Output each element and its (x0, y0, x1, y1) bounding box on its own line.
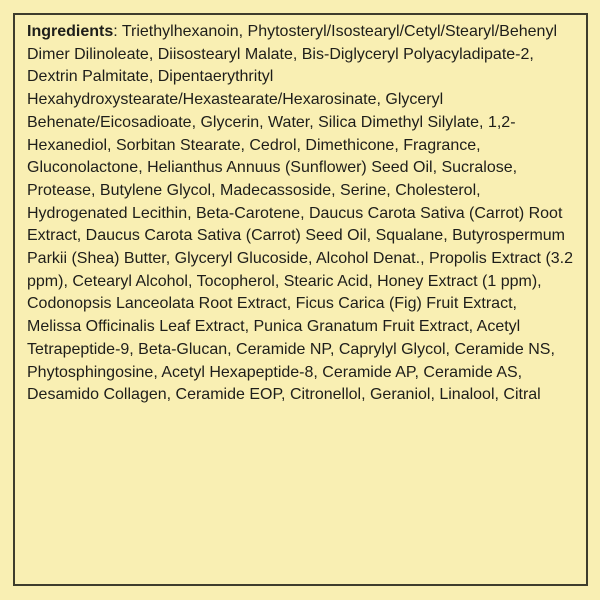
ingredients-separator: : (113, 23, 122, 40)
ingredients-text (27, 21, 573, 407)
ingredients-panel (13, 13, 588, 586)
ingredients-list: Triethylhexanoin, Phytosteryl/Isostearyl/Cetyl/Stearyl/Behenyl Dimer Dilinoleate, Diisostearyl Malate, Bis-Diglyceryl Polyacyladipate-2, Dextrin Palmitate, Dipentaerythrityl Hexahydroxystearate/Hexastearate/Hexarosinate, Glyceryl Behenate/Eicosadioate, Glycerin, Water, Silica Dimethyl Silylate, 1,2-Hexanediol, Sorbitan Stearate, Cedrol, Dimethicone, Fragrance, Gluconolactone, Helianthus Annuus (Sunflower) Seed Oil, Sucralose, Protease, Butylene Glycol, Madecassoside, Serine, Cholesterol, Hydrogenated Lecithin, Beta-Carotene, Daucus Carota Sativa (Carrot) Root Extract, Daucus Carota Sativa (Carrot) Seed Oil, Squalane, Butyrospermum Parkii (Shea) Butter, Glyceryl Glucoside, Alcohol Denat., Propolis Extract (3.2 ppm), Cetearyl Alcohol, Tocopherol, Stearic Acid, Honey Extract (1 ppm), Codonopsis Lanceolata Root Extract, Ficus Carica (Fig) Fruit Extract, Melissa Officinalis Leaf Extract, Punica Granatum Fruit Extract, Acetyl Tetrapeptide-9, Beta-Glucan, Ceramide NP, Caprylyl Glycol, Ceramide NS, Phytosphingosine, Acetyl Hexapeptide-8, Ceramide AP, Ceramide AS, Desamido Collagen, Ceramide EOP, Citronellol, Geraniol, Linalool, Citral (27, 23, 574, 404)
ingredients-label: Ingredients (27, 23, 114, 40)
